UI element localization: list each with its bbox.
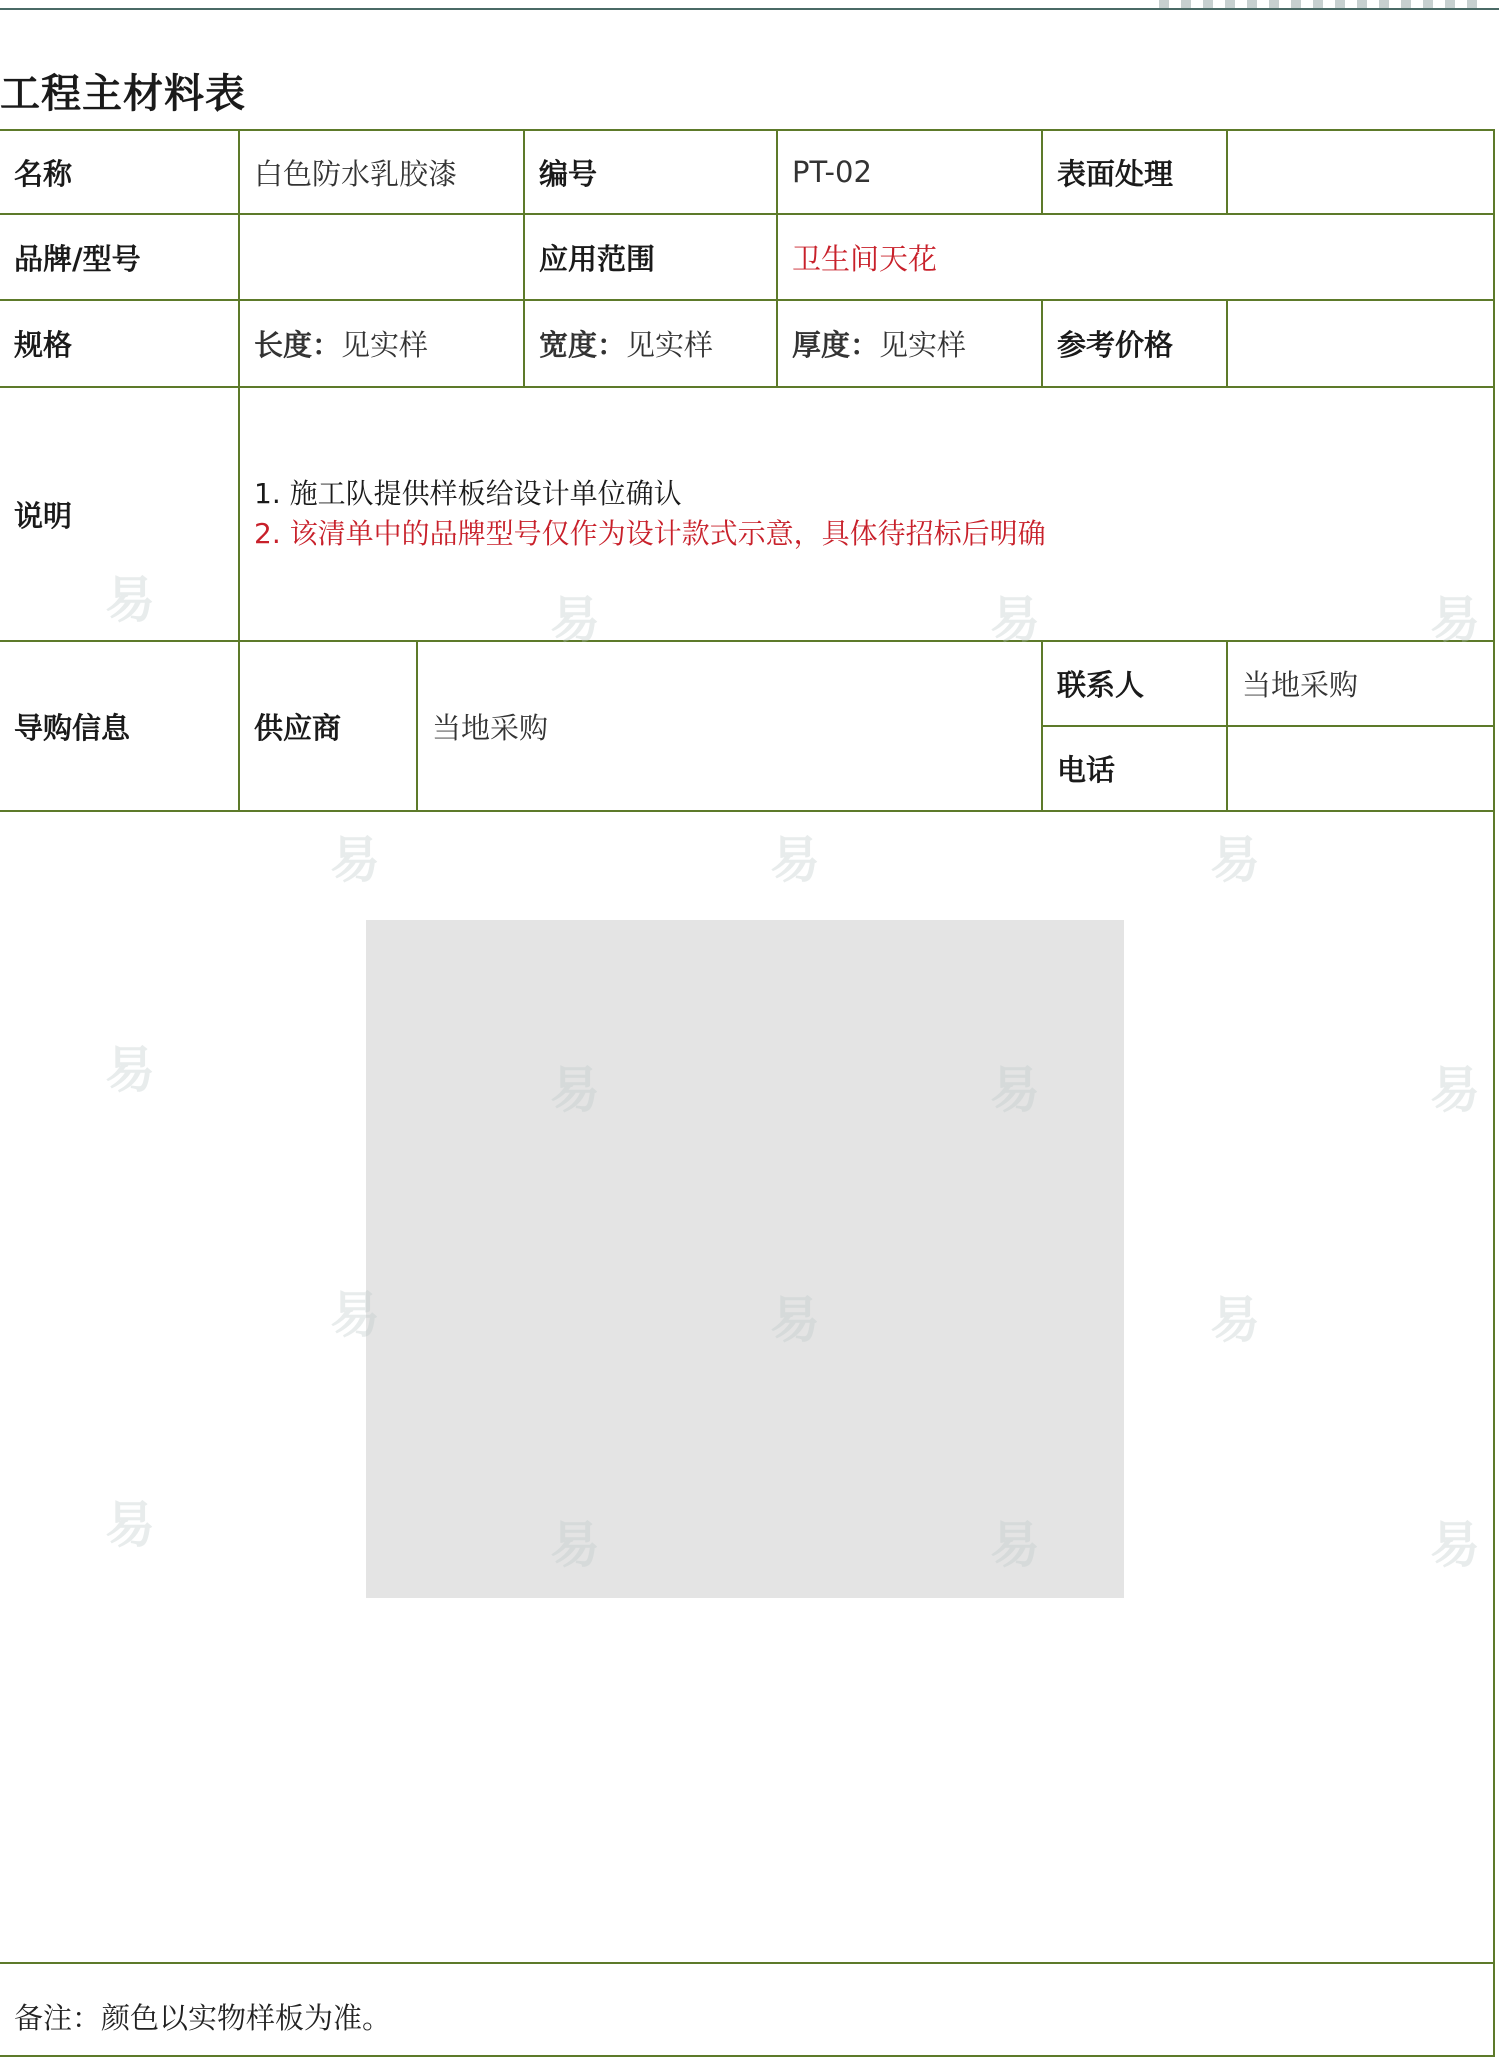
contact-value: 当地采购 bbox=[1228, 642, 1493, 727]
supplier-label: 供应商 bbox=[240, 642, 418, 812]
description-label: 说明 bbox=[0, 388, 240, 642]
note-1: 1. 施工队提供样板给设计单位确认 bbox=[254, 477, 682, 510]
note-2: 2. 该清单中的品牌型号仅作为设计款式示意，具体待招标后明确 bbox=[254, 517, 1046, 550]
watermark-glyph: 易 bbox=[550, 1516, 600, 1574]
spec-label: 规格 bbox=[0, 301, 240, 388]
scope-value: 卫生间天花 bbox=[778, 215, 1493, 301]
name-value: 白色防水乳胶漆 bbox=[240, 131, 525, 215]
surface-value bbox=[1228, 131, 1493, 215]
watermark-glyph: 易 bbox=[770, 1291, 820, 1349]
watermark-glyph: 易 bbox=[770, 831, 820, 889]
header-marks bbox=[1159, 0, 1489, 8]
scope-label: 应用范围 bbox=[525, 215, 778, 301]
price-value bbox=[1228, 301, 1493, 388]
surface-label: 表面处理 bbox=[1043, 131, 1228, 215]
watermark-glyph: 易 bbox=[1430, 1516, 1480, 1574]
guide-label: 导购信息 bbox=[0, 642, 240, 812]
brand-label: 品牌/型号 bbox=[0, 215, 240, 301]
watermark-glyph: 易 bbox=[550, 1061, 600, 1119]
width-value: 见实样 bbox=[626, 328, 714, 362]
watermark-glyph: 易 bbox=[105, 1041, 155, 1099]
length-value: 见实样 bbox=[341, 328, 429, 362]
length-cell bbox=[240, 301, 525, 388]
watermark-glyph: 易 bbox=[105, 571, 155, 629]
watermark-glyph: 易 bbox=[1430, 1061, 1480, 1119]
thickness-value: 见实样 bbox=[879, 328, 967, 362]
remark-note: 备注：颜色以实物样板为准。 bbox=[14, 2001, 392, 2035]
code-value: PT-02 bbox=[778, 131, 1043, 215]
code-label: 编号 bbox=[525, 131, 778, 215]
supplier-value: 当地采购 bbox=[418, 642, 1043, 812]
header-rule bbox=[0, 8, 1499, 10]
watermark-glyph: 易 bbox=[990, 1061, 1040, 1119]
watermark-glyph: 易 bbox=[990, 591, 1040, 649]
phone-value bbox=[1228, 727, 1493, 812]
phone-label: 电话 bbox=[1043, 727, 1228, 812]
price-label: 参考价格 bbox=[1043, 301, 1228, 388]
width-cell bbox=[525, 301, 778, 388]
watermark-glyph: 易 bbox=[330, 1286, 380, 1344]
watermark-glyph: 易 bbox=[990, 1516, 1040, 1574]
watermark-glyph: 易 bbox=[550, 591, 600, 649]
watermark-glyph: 易 bbox=[1210, 1291, 1260, 1349]
thickness-label: 厚度： bbox=[792, 328, 880, 362]
length-label: 长度： bbox=[254, 328, 342, 362]
page-title: 工程主材料表 bbox=[0, 70, 246, 117]
brand-value bbox=[240, 215, 525, 301]
watermark-glyph: 易 bbox=[330, 831, 380, 889]
contact-label: 联系人 bbox=[1043, 642, 1228, 727]
watermark-glyph: 易 bbox=[1430, 591, 1480, 649]
name-label: 名称 bbox=[0, 131, 240, 215]
material-sample-swatch bbox=[366, 920, 1124, 1598]
watermark-glyph: 易 bbox=[1210, 831, 1260, 889]
thickness-cell bbox=[778, 301, 1043, 388]
watermark-glyph: 易 bbox=[105, 1496, 155, 1554]
width-label: 宽度： bbox=[539, 328, 627, 362]
description-notes bbox=[240, 388, 1493, 642]
